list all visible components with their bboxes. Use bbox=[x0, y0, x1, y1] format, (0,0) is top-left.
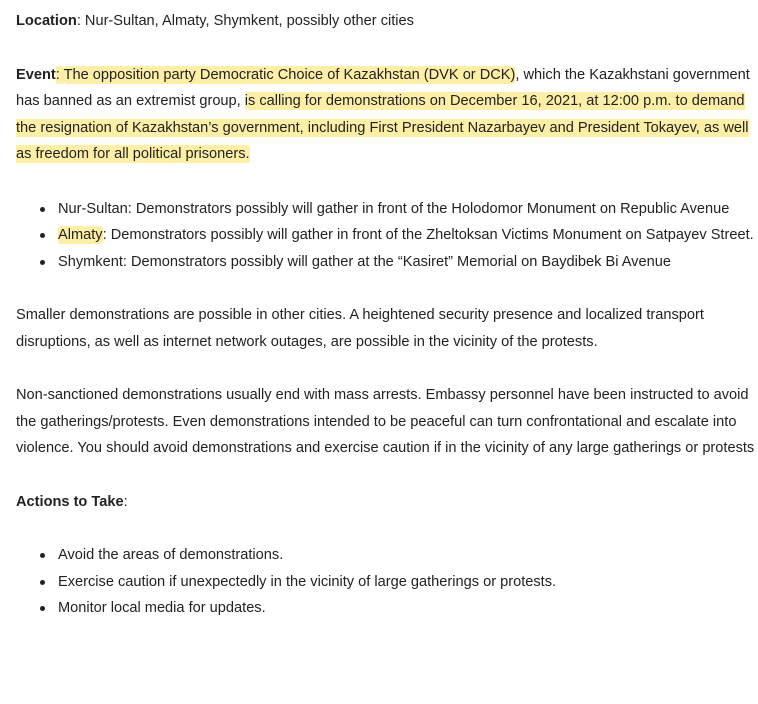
list-item-almaty bbox=[16, 222, 758, 249]
actions-colon: : bbox=[123, 493, 128, 510]
actions-heading bbox=[16, 489, 758, 516]
event-paragraph bbox=[16, 62, 758, 168]
city-text: : Demonstrators possibly will gather in front of the Zheltoksan Victims Monument on Satpayev Street. bbox=[102, 227, 754, 243]
city-text: : Demonstrators possibly will gather at the “Kasiret” Memorial on Baydibek Bi Avenue bbox=[122, 253, 671, 270]
city-name: Almaty bbox=[58, 227, 103, 243]
event-label: Event bbox=[16, 66, 56, 83]
city-name: Shymkent bbox=[58, 253, 123, 270]
list-item-nur-sultan bbox=[16, 196, 758, 223]
list-item-shymkent bbox=[16, 249, 758, 276]
actions-list bbox=[16, 542, 758, 622]
city-name: Nur-Sultan bbox=[58, 200, 128, 217]
location-label: Location bbox=[16, 13, 77, 29]
event-middle-text: , which the Kazakhstani government has banned as an extremist group, bbox=[16, 66, 750, 109]
non-sanctioned-paragraph: Non-sanctioned demonstrations usually end with mass arrests. Embassy personnel have been instructed to avoid the gatherings/protests. Even demonstrations intended to be peaceful can turn confrontational and escalate into violence. You should avoid demonstrations and exercise caution if in the vicinity of any large gatherings or protests bbox=[16, 387, 755, 456]
event-highlight-party: The opposition party Democratic Choice of Kazakhstan (DVK or DCK) bbox=[63, 66, 516, 83]
list-item-action: Exercise caution if unexpectedly in the vicinity of large gatherings or protests. bbox=[16, 569, 758, 596]
list-item-action: Avoid the areas of demonstrations. bbox=[16, 542, 758, 569]
city-text: : Demonstrators possibly will gather in front of the Holodomor Monument on Republic Avenue bbox=[127, 200, 730, 217]
location-text: Nur-Sultan, Almaty, Shymkent, possibly other cities bbox=[84, 13, 414, 29]
actions-label: Actions to Take bbox=[16, 493, 124, 510]
event-colon: : bbox=[55, 66, 60, 83]
cities-list bbox=[16, 196, 758, 276]
list-item-action: Monitor local media for updates. bbox=[16, 595, 758, 622]
location-colon: : bbox=[76, 13, 85, 29]
location-line bbox=[16, 8, 758, 35]
smaller-demonstrations-paragraph: Smaller demonstrations are possible in other cities. A heightened security presence and localized transport disruptions, as well as internet network outages, are possible in the vicinity of the protests. bbox=[16, 307, 704, 350]
event-highlight-demand: is calling for demonstrations on December 16, 2021, at 12:00 p.m. to demand the resignation of Kazakhstan’s government, including First President Nazarbayev and President Tokayev, as well as freedom for all political prisoners. bbox=[16, 93, 749, 162]
